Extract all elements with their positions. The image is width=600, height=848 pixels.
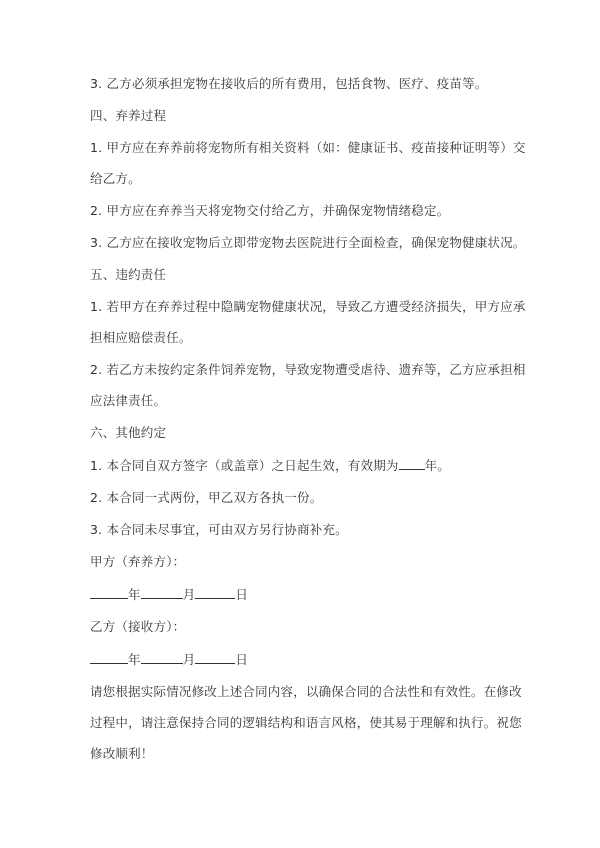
clause-3-costs: 3. 乙方必须承担宠物在接收后的所有费用，包括食物、医疗、疫苗等。	[90, 76, 488, 91]
clause-5-2-line-2: 应法律责任。	[90, 393, 167, 408]
year-label: 年	[128, 652, 141, 667]
clause-5-1-line-2: 担相应赔偿责任。	[90, 330, 192, 345]
year-label: 年	[128, 587, 141, 602]
month-blank	[141, 586, 183, 599]
party-b-label: 乙方（接收方）：	[90, 619, 186, 634]
clause-4-1-line-1: 1. 甲方应在弃养前将宠物所有相关资料（如：健康证书、疫苗接种证明等）交	[90, 140, 526, 155]
month-label: 月	[182, 652, 196, 667]
month-label: 月	[182, 587, 196, 602]
clause-6-1-text: 1. 本合同自双方签字（或盖章）之日起生效，有效期为	[90, 458, 399, 473]
closing-note-line-1: 请您根据实际情况修改上述合同内容，以确保合同的合法性和有效性。在修改	[90, 684, 522, 699]
day-blank	[195, 586, 235, 599]
clause-4-2: 2. 甲方应在弃养当天将宠物交付给乙方，并确保宠物情绪稳定。	[90, 203, 450, 218]
section-4-heading: 四、弃养过程	[90, 108, 167, 123]
day-label: 日	[235, 587, 249, 602]
clause-5-1-line-1: 1. 若甲方在弃养过程中隐瞒宠物健康状况，导致乙方遭受经济损失，甲方应承	[90, 299, 526, 314]
closing-note-line-2: 过程中，请注意保持合同的逻辑结构和语言风格，使其易于理解和执行。祝您	[90, 715, 522, 730]
clause-4-1-line-2: 给乙方。	[90, 171, 141, 186]
year-blank	[90, 651, 128, 664]
clause-5-2-line-1: 2. 若乙方未按约定条件饲养宠物，导致宠物遭受虐待、遗弃等，乙方应承担相	[90, 362, 526, 377]
party-b-date-line	[90, 651, 515, 668]
clause-6-1-suffix: 年。	[424, 458, 451, 473]
section-6-heading: 六、其他约定	[90, 425, 167, 440]
clause-4-3: 3. 乙方应在接收宠物后立即带宠物去医院进行全面检查，确保宠物健康状况。	[90, 235, 526, 250]
section-5-heading: 五、违约责任	[90, 267, 167, 282]
day-blank	[195, 651, 235, 664]
month-blank	[141, 651, 183, 664]
closing-note-line-3: 修改顺利！	[90, 746, 154, 761]
term-blank	[399, 457, 425, 470]
year-blank	[90, 586, 128, 599]
clause-6-1	[90, 457, 515, 474]
party-a-label: 甲方（弃养方）：	[90, 554, 186, 569]
party-a-date-line	[90, 586, 515, 603]
document-page	[90, 76, 526, 762]
clause-6-2: 2. 本合同一式两份，甲乙双方各执一份。	[90, 490, 323, 505]
clause-6-3: 3. 本合同未尽事宜，可由双方另行协商补充。	[90, 522, 348, 537]
day-label: 日	[235, 652, 249, 667]
